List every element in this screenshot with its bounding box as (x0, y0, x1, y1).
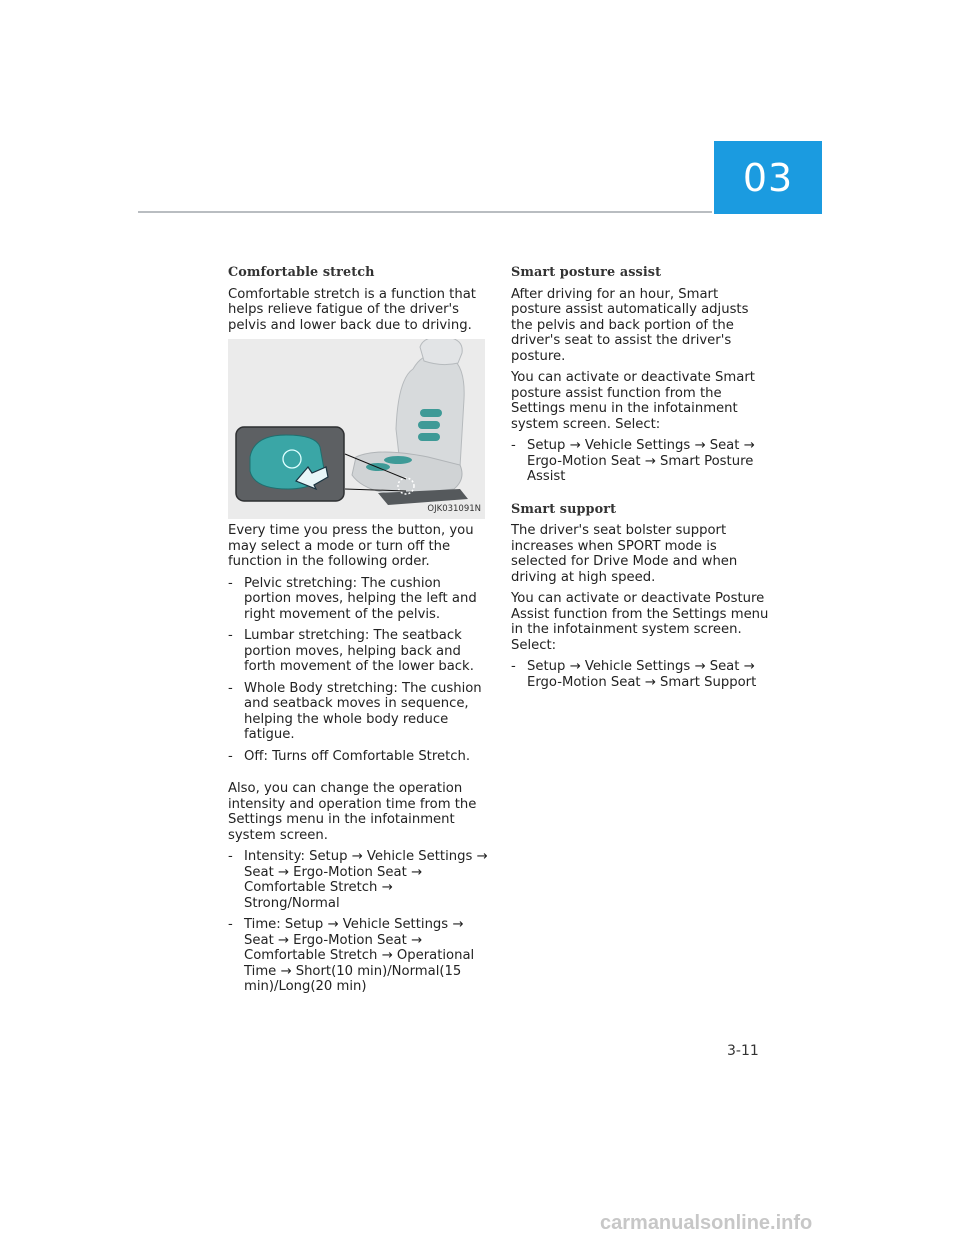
mode-list (228, 576, 490, 765)
seat-illustration (228, 339, 485, 519)
list-item: - Off: Turns off Comfortable Stretch. (228, 749, 490, 765)
right-column (511, 262, 771, 696)
figure-code: OJK031091N (427, 503, 481, 514)
header-rule (138, 211, 712, 213)
list-item: - Whole Body stretching: The cushion and seatback moves in sequence, helping the whole body reduce fatigue. (228, 681, 490, 743)
support-paragraph-1: The driver's seat bolster support increases when SPORT mode is selected for Drive Mode and when driving at high speed. (511, 523, 738, 585)
support-paragraph-2: You can activate or deactivate Posture Assist function from the Settings menu in the infotainment system screen. Select: (511, 591, 769, 653)
watermark: carmanualsonline.info (600, 1212, 813, 1234)
section-title-smart-support: Smart support (511, 501, 617, 517)
list-item: - Intensity: Setup → Vehicle Settings → Seat → Ergo-Motion Seat → Comfortable Stretch → Strong/Normal (228, 849, 490, 911)
posture-paragraph-1: After driving for an hour, Smart posture assist automatically adjusts the pelvis and back portion of the driver's seat to assist the driver's posture. (511, 286, 749, 364)
page-number: 3-11 (727, 1043, 759, 1059)
list-item: - Setup → Vehicle Settings → Seat → Ergo-Motion Seat → Smart Support (511, 659, 771, 690)
section-title-smart-posture-assist: Smart posture assist (511, 265, 662, 280)
posture-path-list (511, 438, 771, 485)
posture-paragraph-2: You can activate or deactivate Smart posture assist function from the Settings menu in the infotainment system screen. Select: (511, 370, 755, 432)
seat-drawing (228, 339, 485, 519)
list-item: - Time: Setup → Vehicle Settings → Seat → Ergo-Motion Seat → Comfortable Stretch → Operational Time → Short(10 min)/Normal(15 min)/Long(20 min) (228, 917, 490, 995)
settings-list (228, 849, 490, 995)
chapter-tab: 03 (714, 141, 822, 214)
section-title-comfortable-stretch: Comfortable stretch (228, 265, 375, 280)
intro-paragraph: Comfortable stretch is a function that helps relieve fatigue of the driver's pelvis and lower back due to driving. (228, 286, 476, 333)
also-paragraph: Also, you can change the operation intensity and operation time from the Settings menu in the infotainment system screen. (228, 781, 477, 843)
support-path-list (511, 659, 771, 690)
order-intro: Every time you press the button, you may select a mode or turn off the function in the following order. (228, 523, 474, 569)
list-item: - Pelvic stretching: The cushion portion moves, helping the left and right movement of the pelvis. (228, 576, 490, 623)
list-item: - Lumbar stretching: The seatback portion moves, helping back and forth movement of the lower back. (228, 628, 490, 675)
spacer (511, 491, 771, 499)
spacer (228, 770, 490, 781)
list-item: - Setup → Vehicle Settings → Seat → Ergo-Motion Seat → Smart Posture Assist (511, 438, 771, 485)
left-column (228, 262, 490, 1001)
